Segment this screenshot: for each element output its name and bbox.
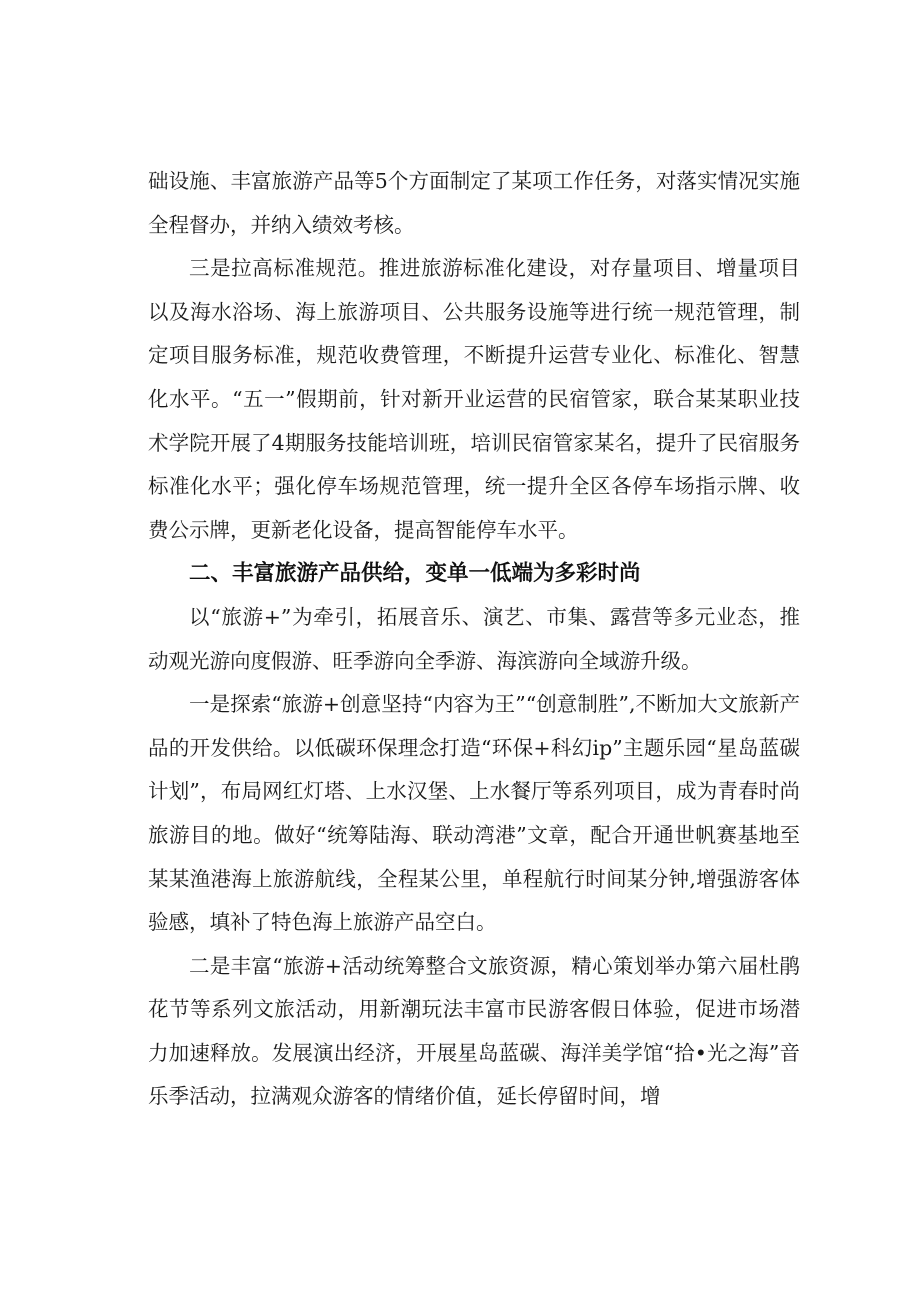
paragraph-tourism-plus: 以“旅游+”为牵引，拓展音乐、演艺、市集、露营等多元业态，推动观光游向度假游、旺季游向全季游、海滨游向全域游升级。 [148,604,800,673]
section-heading: 二、丰富旅游产品供给，变单一低端为多彩时尚 [189,561,641,587]
paragraph-continuation: 础设施、丰富旅游产品等5个方面制定了某项工作任务，对落实情况实施全程督办，并纳入绩效考核。 [148,169,800,237]
paragraph-creative: 一是探索“旅游+创意坚持“内容为王”“创意制胜”,不断加大文旅新产品的开发供给。以低碳环保理念打造“环保+科幻ip”主题乐园“星岛蓝碳计划”，布局网红灯塔、上水汉堡、上水餐厅等系列项目，成为青春时尚旅游目的地。做好“统筹陆海、联动湾港”文章，配合开通世帆赛基地至某某渔港海上旅游航线，全程某公里，单程航行时间某分钟,增强游客体验感，填补了特色海上旅游产品空白。 [148,692,800,935]
document-body [148,160,800,1119]
paragraph-standards: 三是拉高标准规范。推进旅游标准化建设，对存量项目、增量项目以及海水浴场、海上旅游项目、公共服务设施等进行统一规范管理，制定项目服务标准，规范收费管理，不断提升运营专业化、标准化、智慧化水平。“五一”假期前，针对新开业运营的民宿管家，联合某某职业技术学院开展了4期服务技能培训班，培训民宿管家某名，提升了民宿服务标准化水平；强化停车场规范管理，统一提升全区各停车场指示牌、收费公示牌，更新老化设备，提高智能停车水平。 [148,256,800,542]
paragraph-activities: 二是丰富“旅游+活动统筹整合文旅资源，精心策划举办第六届杜鹃花节等系列文旅活动，用新潮玩法丰富市民游客假日体验，促进市场潜力加速释放。发展演出经济，开展星岛蓝碳、海洋美学馆“拾•光之海”音乐季活动，拉满观众游客的情绪价值，延长停留时间，增 [148,953,800,1109]
